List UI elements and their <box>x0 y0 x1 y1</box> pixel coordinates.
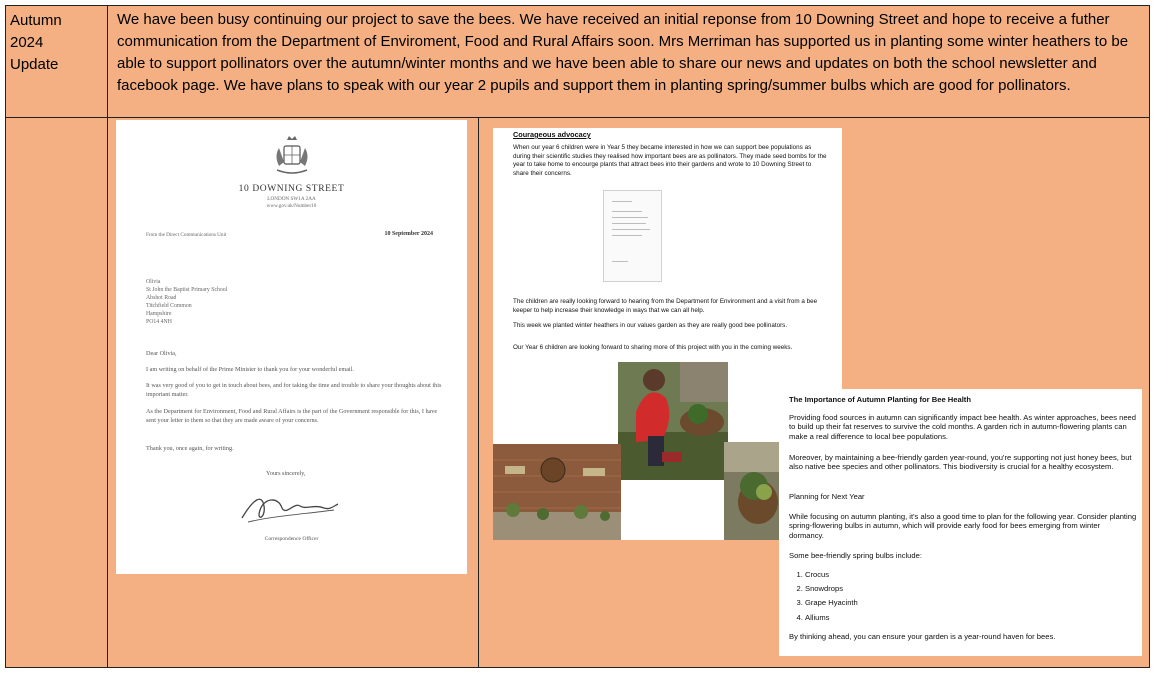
letter-closing: Yours sincerely, <box>266 470 306 477</box>
letterhead-office: 10 DOWNING STREET <box>238 184 345 194</box>
newsletter-heading: Courageous advocacy <box>513 130 591 139</box>
column-divider-2 <box>478 117 479 668</box>
letter-salutation: Dear Olivia, <box>146 350 177 357</box>
signature-icon <box>234 488 344 528</box>
letter-paragraph: It was very good of you to get in touch about bees, and for taking the time and trouble to share your thoughts about this important matter. <box>146 382 442 398</box>
letter-paragraph: I am writing on behalf of the Prime Minister to thank you for your wonderful email. <box>146 366 354 373</box>
letterhead-address-1: LONDON SW1A 2AA <box>267 196 316 202</box>
bee-article-subheading: Planning for Next Year <box>789 492 865 501</box>
row-update-text: We have been busy continuing our project to save the bees. We have received an initial reponse from 10 Downing Street and hope to receive a futher communication from the Department of Enviroment, Food and Rural Affairs soon. Mrs Merriman has supported us in planting some winter heathers to be able to support pollinators over the autumn/winter months and we have been able to share our news and updates on both the school newsletter and facebook page. We have plans to speak with our year 2 pupils and support them in planting spring/summer bulbs which are good for pollinators. <box>117 11 1129 94</box>
list-item: 1. Crocus <box>805 568 858 582</box>
row-label: Autumn 2024 Update <box>10 12 62 73</box>
letter-recipient: Olivia St John the Baptist Primary School Abshot Road Titchfield Common Hampshire PO14 4NH <box>146 279 228 325</box>
photo-heather-pot <box>724 442 779 540</box>
royal-crest-icon <box>271 134 313 178</box>
bee-article-heading: The Importance of Autumn Planting for Bee Health <box>789 395 971 404</box>
bee-article-paragraph: While focusing on autumn planting, it's also a good time to plan for the following year. Consider planting spring-flowering bulbs in autumn, which will provide early food for bees emerging from winter dormancy. <box>789 512 1137 540</box>
bulb-list <box>793 568 858 625</box>
letter-signatory: Correspondence Officer <box>264 536 319 542</box>
bee-article-closing: By thinking ahead, you can ensure your garden is a year-round haven for bees. <box>789 632 1056 641</box>
letter-date: 10 September 2024 <box>384 231 433 237</box>
newsletter-paragraph: When our year 6 children were in Year 5 they became interested in how we can support bee populations as during their scientific studies they realised how important bees are as pollinators. They made seed bombs for the year to take home to encourge plants that attract bees into their gardens and wrote to 10 Downing Street to share their concerns. <box>513 144 827 177</box>
row-divider <box>5 117 1150 118</box>
letter-from: From the Direct Communications Unit <box>146 232 227 238</box>
letter-paragraph: As the Department for Environment, Food and Rural Affairs is the part of the Government responsible for this, I have sent your letter to them so that they are made aware of your concerns. <box>146 408 438 424</box>
list-item: 4. Alliums <box>805 611 858 625</box>
list-item: 3. Grape Hyacinth <box>805 596 858 610</box>
photo-values-garden <box>493 444 621 540</box>
bee-health-article <box>779 389 1142 656</box>
newsletter-paragraph: Our Year 6 children are looking forward to sharing more of this project with you in the coming weeks. <box>513 344 793 351</box>
newsletter-paragraph: The children are really looking forward to hearing from the Department for Environment and a visit from a bee keeper to help increase their knowledge in ways that we can all help. <box>513 298 818 314</box>
list-item: 2. Snowdrops <box>805 582 858 596</box>
newsletter-paragraph: This week we planted winter heathers in our values garden as they are really good bee pollinators. <box>513 322 788 329</box>
downing-street-letter <box>116 120 467 574</box>
photo-child-planting <box>618 362 728 480</box>
bee-article-paragraph: Providing food sources in autumn can significantly impact bee health. As winter approaches, bees need to build up their fat reserves to survive the cold months. A garden rich in autumn-flowering plants can make a real difference to local bee populations. <box>789 413 1136 441</box>
bee-article-paragraph: Moreover, by maintaining a bee-friendly garden year-round, you're supporting not just honey bees, but also native bee species and other pollinators. This biodiversity is crucial for a healthy ecosystem. <box>789 453 1132 472</box>
bulb-list-intro: Some bee-friendly spring bulbs include: <box>789 551 922 560</box>
letterhead-address-2: www.gov.uk/Number10 <box>266 203 317 209</box>
column-divider-1 <box>107 5 108 668</box>
letter-thumbnail-icon <box>603 190 662 282</box>
letter-paragraph: Thank you, once again, for writing. <box>146 445 234 452</box>
